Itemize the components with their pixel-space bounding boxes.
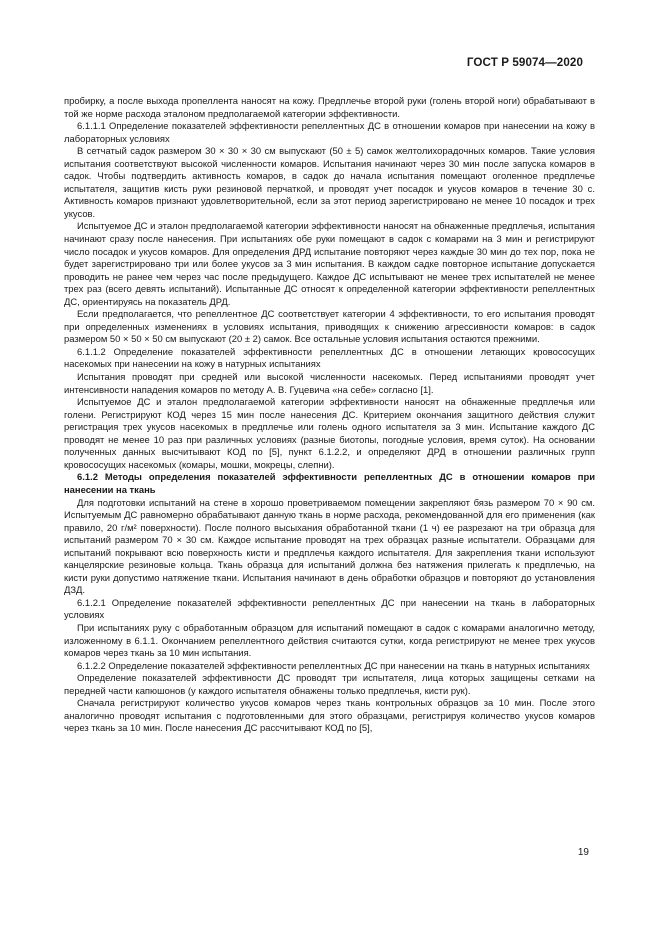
paragraph: Испытуемое ДС и эталон предполагаемой категории эффективности наносят на обнаженные предплечья или голени. Регистрируют КОД через 15 мин после нанесения ДС. Критерием окончания защитного действия служит регистрация трех укусов насекомых в предплечье или голень одного испытателя за 3 мин. Испытание каждого ДС проводят не менее 10 раз при различных условиях (разные биотопы, погодные условия, время суток). На основании полученных данных высчитывают КОД по [5], пункт 6.1.2.2, и определяют ДРД в отношении различных групп кровососущих насекомых (комары, мошки, мокрецы, слепни).	[64, 396, 595, 470]
paragraph: Испытуемое ДС и эталон предполагаемой категории эффективности наносят на обнаженные предплечья, испытания начинают сразу после нанесения. При испытаниях обе руки помещают в садок с комарами на 3 мин и регистрируют число посадок и укусов комаров. Для определения ДРД испытание повторяют через каждые 30 мин до тех пор, пока не будет зарегистрировано три или более укусов за 3 мин испытания. В каждом садке повторное испытание допускается проводить не ранее чем через час после предыдущего. Каждое ДС испытывают не менее трех испытателей не менее трех раз (всего девять испытаний). Испытанные ДС относят к определенной категории эффективности репеллентных ДС, ориентируясь на показатель ДРД.	[64, 220, 595, 307]
page-number: 19	[577, 847, 589, 858]
subsection-heading-6-1-1-1: 6.1.1.1 Определение показателей эффективности репеллентных ДС в отношении комаров при нанесении на кожу в лабораторных условиях	[64, 120, 595, 144]
paragraph: В сетчатый садок размером 30 × 30 × 30 см выпускают (50 ± 5) самок желтолихорадочных комаров. Такие условия испытания соответствуют высокой численности комаров. Испытания начинают через 30 мин после запуска комаров в садок. Чтобы подтвердить активность комаров, в садок до начала испытания помещают оголенное предплечье испытателя, защитив кисть руки резиновой перчаткой, и проводят учет посадок и укусов комаров в течение 30 с. Активность комаров признают удовлетворительной, если за этот период зарегистрировано не менее 10 посадок и трех укусов.	[64, 145, 595, 219]
section-heading-6-1-2: 6.1.2 Методы определения показателей эффективности репеллентных ДС в отношении комаров при нанесении на ткань	[64, 471, 595, 495]
paragraph: Для подготовки испытаний на стене в хорошо проветриваемом помещении закрепляют бязь размером 70 × 90 см. Испытуемым ДС равномерно обрабатывают данную ткань в норме расхода, рекомендованной для его применения (как правило, 20 г/м² поверхности). После полного высыхания обработанной ткани (1 ч) ее разрезают на три образца для испытаний размером 70 × 30 см. Каждое испытание проводят на трех образцах разные испытатели. Образцами для испытаний покрывают всю поверхность кисти и предплечья каждого испытателя. Для закрепления ткани используют канцелярские резиновые кольца. Ткань образца для испытаний должна без натяжения прилегать к предплечью, на кисти руки допустимо натяжение ткани. Испытания начинают в день обработки образцов и повторяют до установления ДЗД.	[64, 496, 595, 596]
paragraph: Испытания проводят при средней или высокой численности насекомых. Перед испытаниями проводят учет интенсивности нападения комаров по методу А. В. Гуцевича «на себе» согласно [1].	[64, 371, 595, 395]
page-body	[64, 95, 595, 735]
paragraph: Сначала регистрируют количество укусов комаров через ткань контрольных образцов за 10 мин. После этого аналогично проводят испытания с подготовленными для этого образцами, регистрируя количество укусов комаров через ткань за 10 мин. После нанесения ДС рассчитывают КОД по [5],	[64, 697, 595, 734]
paragraph: Если предполагается, что репеллентное ДС соответствует категории 4 эффективности, то его испытания проводят при определенных изменениях в условиях испытания, приводящих к снижению агрессивности комаров: в садок размером 50 × 50 × 50 см выпускают (20 ± 2) самок. Все остальные условия испытания остаются прежними.	[64, 308, 595, 345]
paragraph-continuation: пробирку, а после выхода пропеллента наносят на кожу. Предплечье второй руки (голень второй ноги) обрабатывают в той же норме расхода эталоном предполагаемой категории эффективности.	[64, 95, 595, 119]
paragraph: Определение показателей эффективности ДС проводят три испытателя, лица которых защищены сетками на передней части капюшонов (у каждого испытателя обнажены только предплечья, кисти рук).	[64, 672, 595, 696]
subsection-heading-6-1-2-1: 6.1.2.1 Определение показателей эффективности репеллентных ДС при нанесении на ткань в лабораторных условиях	[64, 596, 595, 621]
subsection-heading-6-1-2-2: 6.1.2.2 Определение показателей эффективности репеллентных ДС при нанесении на ткань в натурных испытаниях	[77, 659, 590, 671]
paragraph: При испытаниях руку с обработанным образцом для испытаний помещают в садок с комарами аналогично методу, изложенному в 6.1.1. Окончанием репеллентного действия считаются сутки, когда регистрируют не менее трех укусов комаров через ткань за 10 мин испытания.	[64, 621, 595, 659]
document-code: ГОСТ Р 59074—2020	[466, 56, 583, 69]
subsection-heading-6-1-1-2: 6.1.1.2 Определение показателей эффективности репеллентных ДС в отношении летающих кровососущих насекомых при нанесении на кожу в натурных испытаниях	[64, 345, 595, 370]
